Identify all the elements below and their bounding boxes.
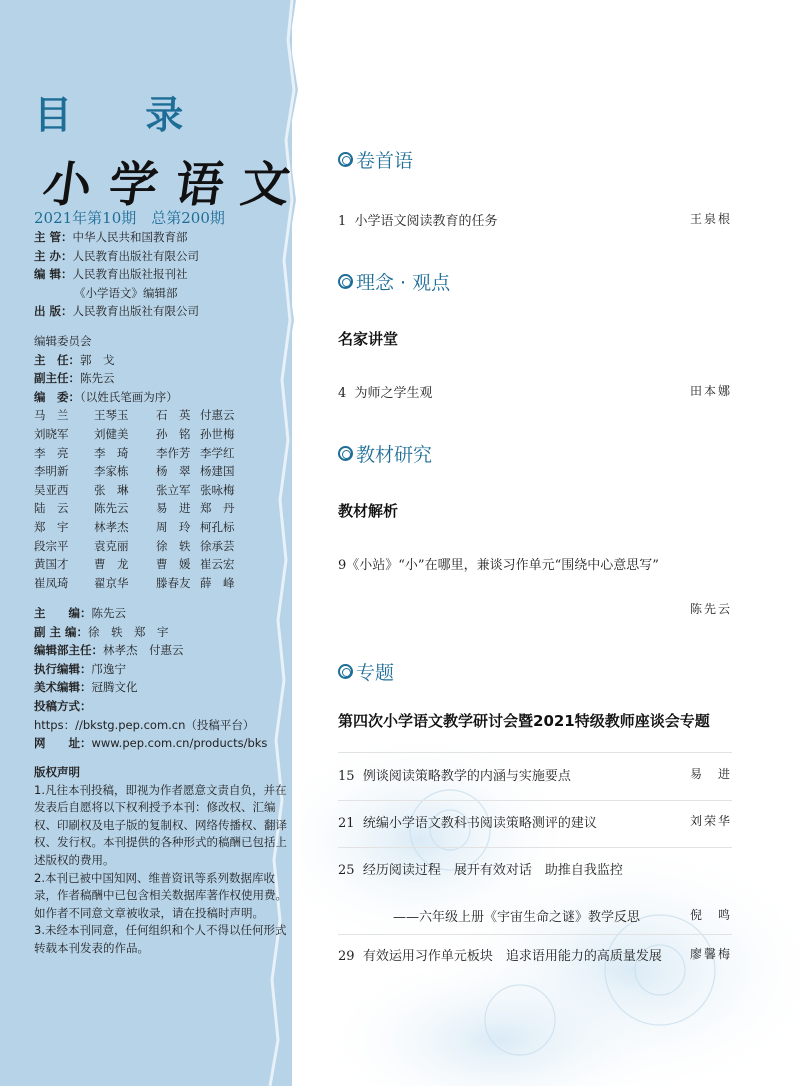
toc-entry[interactable]: 25 经历阅读过程 展开有效对话 助推自我监控 xyxy=(338,863,623,878)
divider xyxy=(338,752,732,753)
staff-row: 投稿方式： xyxy=(34,698,92,713)
board-vice-director: 副主任：陈先云 xyxy=(34,371,115,386)
divider xyxy=(338,847,732,848)
board-member: 刘晓军 xyxy=(34,426,69,441)
board-member: 滕春友 xyxy=(156,575,191,590)
magazine-logo: 小学语文 xyxy=(39,157,312,213)
section-heading-concepts: 理念 · 观点 xyxy=(338,268,450,295)
toc-entry-subtitle: ——六年级上册《宇宙生命之谜》教学反思 倪 鸣 xyxy=(392,908,732,925)
board-member: 段宗平 xyxy=(34,538,69,553)
ring-bullet-icon xyxy=(338,274,353,289)
toc-entry[interactable]: 9《小站》“小”在哪里，兼谈习作单元“围绕中心意思写” xyxy=(338,558,659,573)
toc-entry[interactable]: 4 为师之学生观 田本娜 xyxy=(338,384,732,401)
staff-row: 美术编辑：冠腾文化 xyxy=(34,680,138,695)
board-member: 张立军 xyxy=(156,482,191,497)
editorial-board xyxy=(34,332,260,592)
board-member: 李作芳 xyxy=(156,445,191,460)
board-member: 易 进 xyxy=(156,501,191,516)
divider xyxy=(338,934,732,935)
section-heading-foreword: 卷首语 xyxy=(338,146,413,173)
board-member: 李 琦 xyxy=(94,445,129,460)
toc-entry[interactable]: 1 小学语文阅读教育的任务 王泉根 xyxy=(338,212,732,229)
ring-bullet-icon xyxy=(338,664,353,679)
website-row: 网 址：www.pep.com.cn/products/bks xyxy=(34,736,268,751)
toc-entry[interactable]: 29 有效运用习作单元板块 追求语用能力的高质量发展 廖馨梅 xyxy=(338,947,732,964)
board-member: 崔凤琦 xyxy=(34,575,69,590)
board-member: 杨建国 xyxy=(200,464,235,479)
board-member: 徐 轶 xyxy=(156,538,191,553)
toc-title: 目 录 xyxy=(34,93,214,137)
staff-info xyxy=(34,604,267,753)
copyright-heading: 版权声明 xyxy=(34,765,80,779)
copyright-item: 1.凡往本刊投稿，即视为作者愿意文责自负，并在发表后自愿将以下权利授予本刊：修改权、汇编权、印刷权及电子版的复制权、网络传播权、翻译权、发行权。本刊提供的各种形式的稿酬已包括上述版权的费用。 xyxy=(34,782,287,867)
section-heading-special: 专题 xyxy=(338,658,394,685)
board-member: 马 兰 xyxy=(34,408,69,423)
issue-number: 2021年第10期 总第200期 xyxy=(34,209,225,227)
board-member: 黄国才 xyxy=(34,557,69,572)
board-member: 袁克丽 xyxy=(94,538,129,553)
board-member: 吴亚西 xyxy=(34,482,69,497)
info-row: 《小学语文》编辑部 xyxy=(74,285,178,300)
board-member: 林孝杰 xyxy=(94,519,129,534)
board-member: 薛 峰 xyxy=(200,575,235,590)
board-member: 陆 云 xyxy=(34,501,69,516)
board-member: 曹 龙 xyxy=(94,557,129,572)
copyright-item: 2.本刊已被中国知网、维普资讯等系列数据库收录，作者稿酬中已包含相关数据库著作权使用费。如作者不同意文章被收录，请在投稿时声明。 xyxy=(34,870,287,920)
board-member: 孙 铭 xyxy=(156,426,191,441)
board-member: 翟京华 xyxy=(94,575,129,590)
board-member: 李明新 xyxy=(34,464,69,479)
board-member: 杨 翠 xyxy=(156,464,191,479)
divider xyxy=(338,800,732,801)
info-row: 主 办：人民教育出版社有限公司 xyxy=(34,248,200,263)
board-member: 陈先云 xyxy=(94,501,129,516)
subsection-heading: 第四次小学语文教学研讨会暨2021特级教师座谈会专题 xyxy=(338,712,710,730)
toc-entry-author: 陈先云 xyxy=(689,602,732,616)
ring-bullet-icon xyxy=(338,152,353,167)
board-member: 崔云宏 xyxy=(200,557,235,572)
toc-entry[interactable]: 15 例谈阅读策略教学的内涵与实施要点 易 进 xyxy=(338,767,732,784)
board-member: 张咏梅 xyxy=(200,482,235,497)
board-member: 郑 丹 xyxy=(200,501,235,516)
submission-link[interactable]: https：//bkstg.pep.com.cn（投稿平台） xyxy=(34,717,255,732)
board-members-label: 编 委：（以姓氏笔画为序） xyxy=(34,389,178,404)
copyright-item: 3.未经本刊同意，任何组织和个人不得以任何形式转载本刊发表的作品。 xyxy=(34,923,287,955)
website-link[interactable]: www.pep.com.cn/products/bks xyxy=(91,736,268,751)
publisher-info xyxy=(34,228,199,321)
ring-bullet-icon xyxy=(338,446,353,461)
board-heading: 编辑委员会 xyxy=(34,334,92,348)
board-member: 王琴玉 xyxy=(94,408,129,423)
board-member: 张 琳 xyxy=(94,482,129,497)
subsection-heading: 教材解析 xyxy=(338,502,399,520)
info-row: 主 管：中华人民共和国教育部 xyxy=(34,230,188,244)
board-director: 主 任：郭 戈 xyxy=(34,352,115,367)
section-heading-textbook: 教材研究 xyxy=(338,440,432,467)
board-member: 李家栋 xyxy=(94,464,129,479)
subsection-heading: 名家讲堂 xyxy=(338,330,399,348)
copyright-notice xyxy=(34,764,296,958)
board-member: 柯孔标 xyxy=(200,519,235,534)
board-member: 付惠云 xyxy=(200,408,235,423)
board-member: 曹 媛 xyxy=(156,557,191,572)
staff-row: 执行编辑：邝逸宁 xyxy=(34,661,126,676)
board-member: 郑 宇 xyxy=(34,519,69,534)
board-member: 孙世梅 xyxy=(200,426,235,441)
info-row: 出 版：人民教育出版社有限公司 xyxy=(34,304,200,319)
staff-row: 主 编：陈先云 xyxy=(34,606,126,620)
staff-row: 副 主 编：徐 轶 郑 宇 xyxy=(34,624,169,639)
board-member: 石 英 xyxy=(156,408,191,423)
toc-entry[interactable]: 21 统编小学语文教科书阅读策略测评的建议 刘荣华 xyxy=(338,814,732,831)
staff-row: 编辑部主任：林孝杰 付惠云 xyxy=(34,643,184,658)
board-member: 刘健美 xyxy=(94,426,129,441)
board-member: 徐承芸 xyxy=(200,538,235,553)
board-member: 李 亮 xyxy=(34,445,69,460)
info-row: 编 辑：人民教育出版社报刊社 xyxy=(34,267,188,282)
board-member: 周 玲 xyxy=(156,519,191,534)
board-member: 李学红 xyxy=(200,445,235,460)
board-members-grid xyxy=(34,406,260,592)
